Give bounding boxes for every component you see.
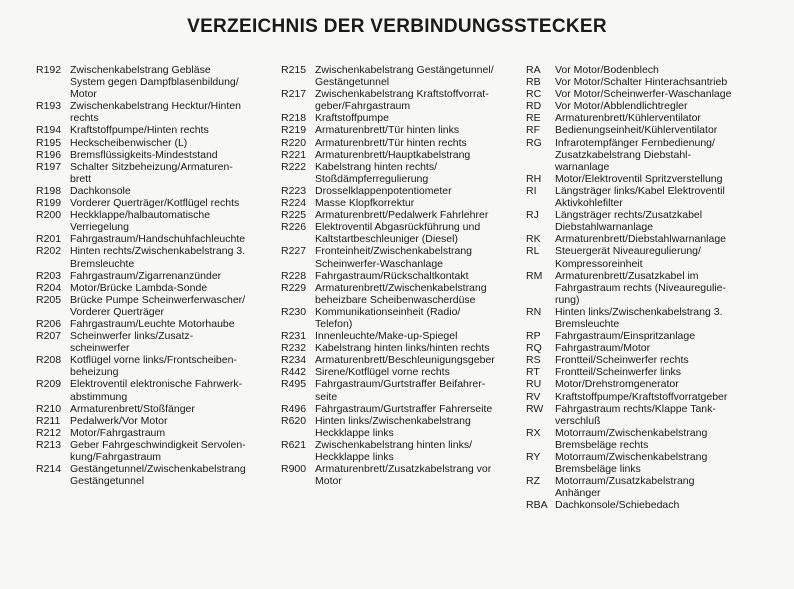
- connector-code: RC: [526, 88, 542, 101]
- connector-code: R215: [281, 64, 307, 76]
- connector-code: R200: [36, 209, 62, 222]
- connector-description: Fahrgastraum/Leuchte Motorhaube: [70, 317, 235, 330]
- connector-description: Vor Motor/Abblendlichtregler: [555, 100, 688, 113]
- connector-description: Pedalwerk/Vor Motor: [70, 414, 168, 427]
- connector-entry: [526, 342, 788, 354]
- connector-entry: [526, 76, 788, 88]
- connector-entry: [526, 391, 788, 403]
- connector-description: Motor/Brücke Lambda-Sonde: [70, 281, 208, 294]
- connector-description: Vor Motor/Schalter Hinterachsantrieb: [555, 76, 728, 89]
- connector-code: RW: [526, 402, 544, 415]
- connector-entry: [36, 415, 276, 427]
- connector-code: R211: [36, 414, 61, 427]
- connector-entry: [36, 161, 276, 185]
- connector-code: R213: [36, 438, 62, 451]
- connector-code: R198: [36, 184, 62, 197]
- connector-entry: [526, 124, 788, 136]
- connector-code: R228: [281, 269, 307, 282]
- connector-column-1: [36, 64, 276, 487]
- connector-code: R495: [281, 378, 307, 391]
- connector-entry: [281, 137, 526, 149]
- connector-description: Heckklappe/halbautomatische Verriegelung: [70, 209, 211, 234]
- connector-entry: [281, 463, 526, 487]
- connector-entry: [281, 64, 526, 88]
- connector-description: Hinten links/Zwischenkabelstrang Heckklappe links: [315, 414, 471, 439]
- connector-code: R620: [281, 414, 307, 427]
- connector-code: RG: [526, 136, 542, 149]
- connector-code: RP: [526, 330, 541, 343]
- connector-entry: [526, 451, 788, 475]
- connector-code: R227: [281, 245, 307, 258]
- connector-description: Armaturenbrett/Diebstahlwarnanlage: [555, 233, 727, 246]
- connector-entry: [281, 354, 526, 366]
- connector-code: R212: [36, 426, 62, 439]
- connector-description: Zwischenkabelstrang Gebläse System gegen Dampfblasenbildung/ Motor: [70, 64, 239, 101]
- connector-description: Armaturenbrett/Kühlerventilator: [555, 112, 701, 125]
- connector-code: RN: [526, 305, 542, 318]
- connector-entry: [281, 330, 526, 342]
- connector-description: Längsträger links/Kabel Elektroventil Aktivkohlefilter: [555, 184, 725, 210]
- connector-code: R223: [281, 184, 307, 197]
- connector-code: R231: [281, 330, 307, 343]
- connector-description: Fahrgastraum/Zigarrenanzünder: [70, 269, 222, 282]
- connector-description: Fahrgastraum rechts/Klappe Tank- verschluß: [555, 402, 716, 427]
- connector-code: R203: [36, 269, 62, 282]
- connector-description: Armaturenbrett/Zusatzkabel im Fahrgastraum rechts (Niveauregulie- rung): [555, 269, 726, 306]
- connector-entry: [36, 463, 276, 487]
- connector-code: R197: [36, 160, 62, 173]
- connector-code: RY: [526, 451, 541, 463]
- connector-code: R202: [36, 245, 62, 258]
- connector-code: RB: [526, 76, 541, 89]
- connector-entry: [281, 149, 526, 161]
- connector-entry: [36, 294, 276, 318]
- connector-description: Längsträger rechts/Zusatzkabel Diebstahlwarnanlage: [555, 209, 703, 234]
- connector-code: R229: [281, 281, 307, 294]
- connector-entry: [526, 233, 788, 245]
- connector-description: Frontteil/Scheinwerfer rechts: [555, 354, 689, 367]
- connector-description: Armaturenbrett/Zusatzkabelstrang vor Motor: [315, 463, 492, 488]
- connector-description: Motorraum/Zwischenkabelstrang Bremsbeläge rechts: [555, 426, 708, 451]
- connector-description: Bedienungseinheit/Kühlerventilator: [555, 124, 718, 137]
- connector-code: R193: [36, 100, 62, 113]
- connector-code: R205: [36, 293, 62, 306]
- connector-description: Fahrgastraum/Gurtstraffer Beifahrer- seite: [315, 378, 486, 403]
- connector-entry: [281, 124, 526, 136]
- connector-description: Kabelstrang hinten rechts/ Stoßdämpferregulierung: [315, 160, 437, 185]
- connector-description: Armaturenbrett/Stoßfänger: [70, 402, 195, 415]
- connector-description: Armaturenbrett/Zwischenkabelstrang beheizbare Scheibenwascherdüse: [315, 281, 487, 306]
- connector-entry: [526, 475, 788, 499]
- connector-code: RL: [526, 245, 540, 258]
- connector-description: Vor Motor/Bodenblech: [555, 64, 659, 76]
- connector-code: RD: [526, 100, 542, 113]
- connector-description: Vor Motor/Scheinwerfer-Waschanlage: [555, 88, 732, 101]
- connector-code: RH: [526, 172, 542, 185]
- connector-description: Fahrgastraum/Rückschaltkontakt: [315, 269, 469, 282]
- connector-code: R496: [281, 402, 307, 415]
- connector-entry: [281, 270, 526, 282]
- connector-code: R209: [36, 378, 62, 391]
- connector-description: Drosselklappenpotentiometer: [315, 184, 452, 197]
- connector-entry: [526, 185, 788, 209]
- connector-code: R196: [36, 148, 62, 161]
- connector-description: Infrarotempfänger Fernbedienung/ Zusatzkabelstrang Diebstahl- warnanlage: [555, 136, 715, 173]
- connector-description: Geber Fahrgeschwindigkeit Servolen- kung/Fahrgastraum: [70, 438, 246, 463]
- connector-code: R230: [281, 305, 307, 318]
- connector-description: Hinten links/Zwischenkabelstrang 3. Bremsleuchte: [555, 305, 723, 330]
- connector-entry: [281, 245, 526, 269]
- connector-code: R219: [281, 124, 307, 137]
- connector-code: R208: [36, 354, 62, 367]
- connector-description: Fahrgastraum/Motor: [555, 342, 651, 355]
- connector-entry: [281, 209, 526, 221]
- connector-entry: [36, 245, 276, 269]
- connector-entry: [36, 64, 276, 100]
- connector-entry: [281, 342, 526, 354]
- connector-code: RT: [526, 366, 540, 379]
- connector-description: Armaturenbrett/Pedalwerk Fahrlehrer: [315, 209, 489, 222]
- connector-description: Motor/Elektroventil Spritzverstellung: [555, 172, 723, 185]
- connector-code: R217: [281, 88, 307, 101]
- connector-entry: [281, 185, 526, 197]
- connector-code: R214: [36, 463, 62, 476]
- connector-entry: [526, 112, 788, 124]
- connector-entry: [36, 100, 276, 124]
- connector-code: RE: [526, 112, 541, 125]
- connector-code: R225: [281, 209, 307, 222]
- connector-description: Armaturenbrett/Hauptkabelstrang: [315, 148, 471, 161]
- connector-entry: [281, 88, 526, 112]
- connector-description: Dachkonsole/Schiebedach: [555, 499, 680, 512]
- connector-entry: [526, 209, 788, 233]
- connector-description: Bremsflüssigkeits-Mindeststand: [70, 148, 218, 161]
- connector-description: Kotflügel vorne links/Frontscheiben- beheizung: [70, 354, 237, 379]
- connector-entry: [36, 124, 276, 136]
- connector-description: Steuergerät Niveauregulierung/ Kompressoreinheit: [555, 245, 701, 270]
- connector-entry: [526, 245, 788, 269]
- connector-description: Kraftstoffpumpe: [315, 112, 389, 125]
- connector-entry: [281, 161, 526, 185]
- connector-entry: [526, 173, 788, 185]
- connector-code: R224: [281, 197, 307, 210]
- connector-code: R199: [36, 197, 62, 210]
- connector-description: Kommunikationseinheit (Radio/ Telefon): [315, 305, 461, 330]
- connector-entry: [526, 427, 788, 451]
- connector-description: Armaturenbrett/Tür hinten links: [315, 124, 460, 137]
- connector-code: RZ: [526, 475, 540, 488]
- connector-description: Hinten rechts/Zwischenkabelstrang 3. Bremsleuchte: [70, 245, 246, 270]
- connector-code: R221: [281, 148, 307, 161]
- connector-description: Elektroventil elektronische Fahrwerk- abstimmung: [70, 378, 243, 403]
- connector-entry: [526, 354, 788, 366]
- connector-entry: [36, 330, 276, 354]
- connector-entry: [36, 427, 276, 439]
- connector-entry: [281, 439, 526, 463]
- connector-description: Fahrgastraum/Einspritzanlage: [555, 330, 696, 343]
- connector-description: Innenleuchte/Make-up-Spiegel: [315, 330, 458, 343]
- connector-entry: [36, 439, 276, 463]
- connector-code: RA: [526, 64, 541, 76]
- connector-code: R220: [281, 136, 307, 149]
- connector-description: Masse Klopfkorrektur: [315, 197, 415, 210]
- connector-code: RF: [526, 124, 540, 137]
- connector-description: Kraftstoffpumpe/Hinten rechts: [70, 124, 209, 137]
- connector-code: RBA: [526, 499, 548, 512]
- connector-entry: [526, 378, 788, 390]
- connector-description: Armaturenbrett/Beschleunigungsgeber: [315, 354, 495, 367]
- connector-entry: [36, 137, 276, 149]
- connector-entry: [526, 100, 788, 112]
- connector-entry: [36, 270, 276, 282]
- connector-code: R234: [281, 354, 307, 367]
- connector-entry: [526, 137, 788, 173]
- connector-entry: [526, 403, 788, 427]
- connector-code: RV: [526, 390, 541, 403]
- connector-code: R226: [281, 221, 307, 234]
- connector-code: RX: [526, 426, 541, 439]
- connector-code: RQ: [526, 342, 542, 355]
- connector-column-2: [281, 64, 526, 487]
- connector-entry: [281, 415, 526, 439]
- connector-code: RU: [526, 378, 542, 391]
- connector-description: Zwischenkabelstrang Gestängetunnel/ Gestängetunnel: [315, 64, 494, 89]
- connector-description: Kraftstoffpumpe/Kraftstoffvorratgeber: [555, 390, 728, 403]
- connector-description: Zwischenkabelstrang hinten links/ Heckklappe links: [315, 438, 472, 463]
- connector-column-3: [526, 64, 788, 511]
- connector-code: RM: [526, 269, 543, 282]
- connector-code: R442: [281, 366, 307, 379]
- connector-entry: [526, 330, 788, 342]
- connector-code: R900: [281, 463, 307, 476]
- connector-description: Vorderer Querträger/Kotflügel rechts: [70, 197, 240, 210]
- connector-description: Zwischenkabelstrang Kraftstoffvorrat- geber/Fahrgastraum: [315, 88, 489, 113]
- connector-code: RK: [526, 233, 541, 246]
- connector-entry: [281, 366, 526, 378]
- connector-code: RS: [526, 354, 541, 367]
- connector-description: Brücke Pumpe Scheinwerferwascher/ Vorderer Querträger: [70, 293, 246, 318]
- connector-description: Gestängetunnel/Zwischenkabelstrang Gestängetunnel: [70, 463, 246, 488]
- connector-code: R621: [281, 438, 307, 451]
- connector-code: RI: [526, 184, 537, 197]
- connector-description: Armaturenbrett/Tür hinten rechts: [315, 136, 467, 149]
- connector-entry: [36, 197, 276, 209]
- connector-entry: [526, 366, 788, 378]
- connector-code: R195: [36, 136, 62, 149]
- connector-entry: [526, 88, 788, 100]
- connector-entry: [36, 282, 276, 294]
- connector-description: Dachkonsole: [70, 184, 131, 197]
- connector-description: Fahrgastraum/Handschuhfachleuchte: [70, 233, 246, 246]
- connector-description: Motor/Drehstromgenerator: [555, 378, 679, 391]
- connector-description: Zwischenkabelstrang Hecktur/Hinten rechts: [70, 100, 241, 125]
- connector-description: Fahrgastraum/Gurtstraffer Fahrerseite: [315, 402, 493, 415]
- connector-code: RJ: [526, 209, 539, 222]
- connector-description: Schalter Sitzbeheizung/Armaturen- brett: [70, 160, 233, 185]
- connector-description: Motorraum/Zwischenkabelstrang Bremsbeläge links: [555, 451, 708, 476]
- connector-entry: [36, 403, 276, 415]
- connector-code: R204: [36, 281, 62, 294]
- connector-entry: [281, 197, 526, 209]
- connector-entry: [281, 282, 526, 306]
- connector-description: Fronteinheit/Zwischenkabelstrang Scheinwerfer-Waschanlage: [315, 245, 472, 270]
- connector-description: Motor/Fahrgastraum: [70, 426, 166, 439]
- connector-code: R218: [281, 112, 307, 125]
- connector-entry: [281, 221, 526, 245]
- connector-entry: [36, 378, 276, 402]
- connector-entry: [36, 318, 276, 330]
- page-title: VERZEICHNIS DER VERBINDUNGSSTECKER: [187, 16, 607, 37]
- connector-code: R210: [36, 402, 62, 415]
- connector-description: Kabelstrang hinten links/hinten rechts: [315, 342, 490, 355]
- connector-entry: [526, 270, 788, 306]
- connector-description: Heckscheibenwischer (L): [70, 136, 188, 149]
- connector-entry: [36, 233, 276, 245]
- connector-entry: [36, 149, 276, 161]
- connector-code: R201: [36, 233, 62, 246]
- connector-entry: [36, 209, 276, 233]
- connector-entry: [526, 306, 788, 330]
- connector-description: Sirene/Kotflügel vorne rechts: [315, 366, 450, 379]
- connector-description: Elektroventil Abgasrückführung und Kaltstartbeschleuniger (Diesel): [315, 221, 481, 246]
- connector-entry: [281, 378, 526, 402]
- connector-entry: [526, 64, 788, 76]
- connector-entry: [281, 112, 526, 124]
- connector-entry: [36, 354, 276, 378]
- connector-entry: [526, 499, 788, 511]
- connector-description: Scheinwerfer links/Zusatz- scheinwerfer: [70, 330, 194, 355]
- connector-code: R207: [36, 330, 62, 343]
- connector-code: R194: [36, 124, 62, 137]
- connector-code: R192: [36, 64, 62, 76]
- connector-description: Motorraum/Zusatzkabelstrang Anhänger: [555, 475, 695, 500]
- connector-entry: [281, 403, 526, 415]
- connector-entry: [36, 185, 276, 197]
- connector-code: R206: [36, 317, 62, 330]
- connector-code: R232: [281, 342, 307, 355]
- connector-code: R222: [281, 160, 307, 173]
- connector-description: Frontteil/Scheinwerfer links: [555, 366, 682, 379]
- connector-entry: [281, 306, 526, 330]
